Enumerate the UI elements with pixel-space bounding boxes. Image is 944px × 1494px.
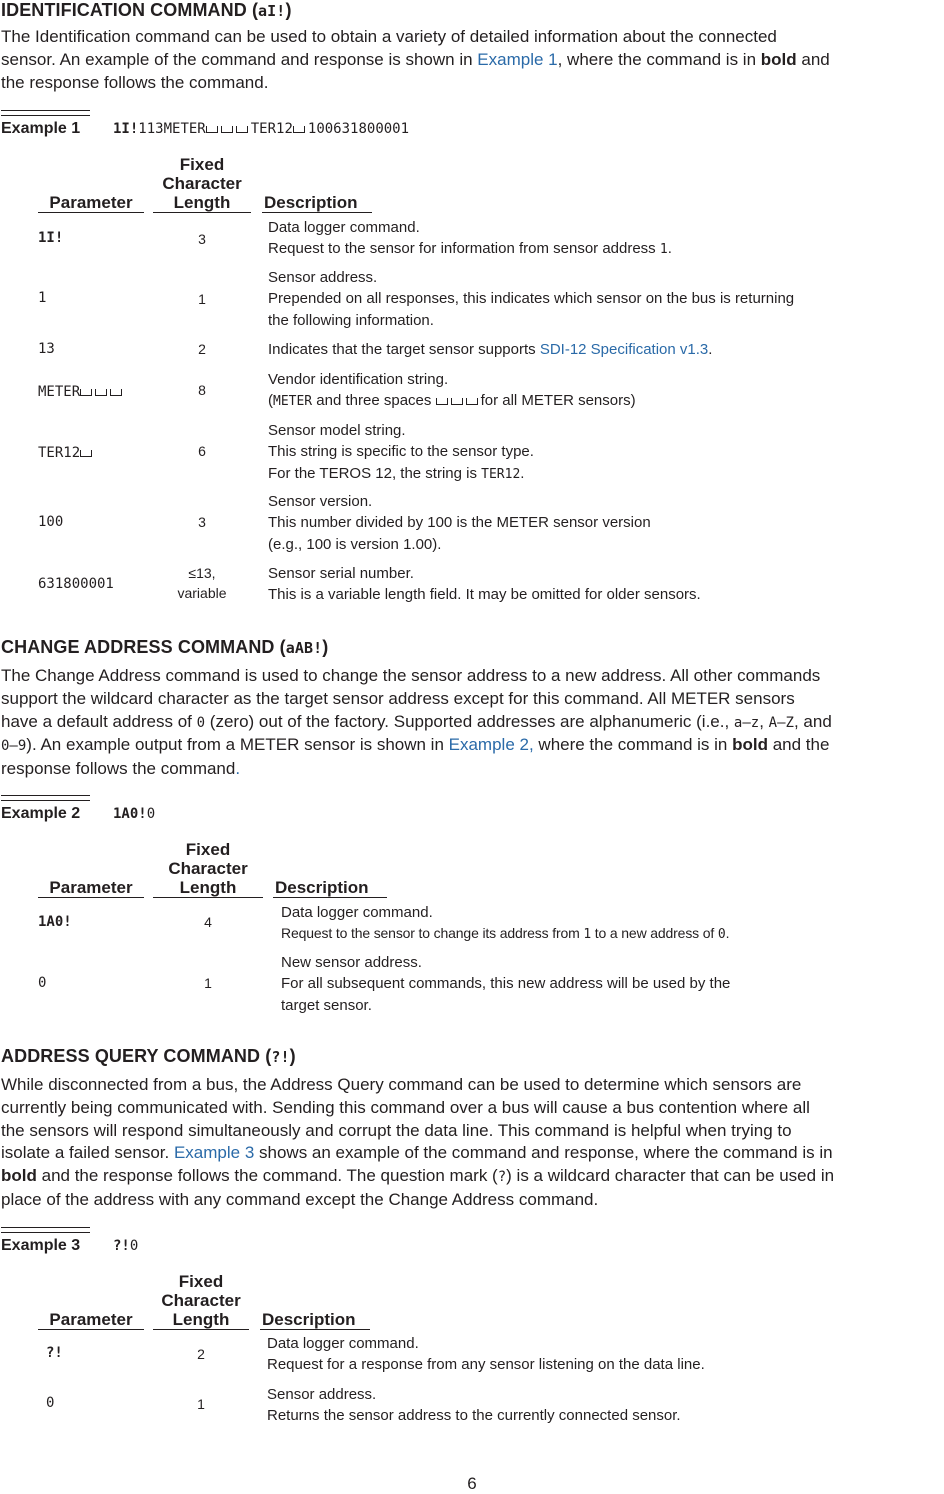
example-label: Example 1 bbox=[1, 120, 81, 137]
page-number: 6 bbox=[467, 1474, 477, 1493]
table-row-param: 1 bbox=[38, 290, 47, 306]
example-label: Example 2 bbox=[1, 805, 81, 822]
example-response: 0 bbox=[129, 1238, 139, 1254]
para-line: sensor. An example of the command and response is shown in bbox=[1, 49, 478, 69]
table-row-param: 631800001 bbox=[38, 576, 114, 592]
example-2-link[interactable]: Example 2, bbox=[448, 735, 534, 755]
table-row-param: 1I! bbox=[38, 230, 64, 246]
table-row-length: ≤13, variable bbox=[177, 565, 227, 601]
address-query-paragraph: While disconnected from a bus, the Address Query command can be used to determine which sensors are currently being communicated with. Sending this command over a bus will cause a bus contention where all the sensors will respond simultaneously and corrupt the data line. This command is helpful when trying to isolate a failed sensor. Example 3 shows an example of the command and response, where the command is in bold and the response follows the command. The question mark (?) is a wildcard character that can be used in place of the address with any command except the Change Address command. bbox=[1, 1075, 835, 1209]
table-row-length: 2 bbox=[197, 1346, 205, 1362]
table-row-param: 13 bbox=[38, 341, 55, 357]
table-row-length: 3 bbox=[198, 231, 206, 247]
example-rule bbox=[1, 795, 90, 801]
table-row-length: 1 bbox=[198, 291, 206, 307]
change-address-paragraph: The Change Address command is used to change the sensor address to a new address. All other commands support the wildcard character as the target sensor address except for this command. All METER sensors have a default address of 0 (zero) out of the factory. Supported addresses are alphanumeric (i.e., a–z, A–Z, and 0–9). An example output from a METER sensor is shown in Example 2, where the command is in bold and the response follows the command. bbox=[1, 666, 832, 779]
table-row-description: Sensor model string. This string is specific to the sensor type. For the TEROS 12, the string is TER12. bbox=[268, 422, 534, 482]
table-row-description: Sensor version. This number divided by 100 is the METER sensor version (e.g., 100 is version 1.00). bbox=[268, 493, 651, 553]
example-3-link[interactable]: Example 3 bbox=[173, 1143, 255, 1163]
table-row-param: 1A0! bbox=[38, 914, 72, 930]
table-header-parameter: Parameter bbox=[38, 1310, 144, 1330]
table-header-parameter: Parameter bbox=[38, 193, 144, 213]
example-command: 1A0! bbox=[113, 806, 147, 822]
heading-paren: ) bbox=[322, 637, 329, 657]
table-row-length: 4 bbox=[204, 914, 212, 930]
table-row-description: Sensor address. Prepended on all responses, this indicates which sensor on the bus is returning the following information. bbox=[268, 269, 795, 329]
example-response: 100631800001 bbox=[307, 121, 410, 137]
table-row-description: Data logger command. Request to the sensor for information from sensor address 1. bbox=[268, 219, 672, 258]
heading-command: aI! bbox=[258, 2, 286, 20]
table-row-description: Data logger command. Request to the sensor to change its address from 1 to a new address of 0. bbox=[281, 904, 730, 943]
section-heading-identification bbox=[1, 0, 292, 21]
table-row-param: METER bbox=[38, 384, 125, 400]
table-row-length: 2 bbox=[198, 341, 206, 357]
para-line: The Identification command can be used to obtain a variety of detailed information about the connected bbox=[1, 27, 777, 46]
table-row-description: Sensor serial number. This is a variable length field. It may be omitted for older sensors. bbox=[268, 565, 701, 604]
example-response: TER12 bbox=[250, 121, 293, 137]
table-row-length: 1 bbox=[197, 1396, 205, 1412]
table-row-param: ?! bbox=[46, 1345, 63, 1361]
table-row-param: 100 bbox=[38, 514, 64, 530]
table-row-length: 3 bbox=[198, 514, 206, 530]
table-row-param: 0 bbox=[38, 975, 47, 991]
example-command: ?! bbox=[113, 1238, 130, 1254]
example-response: 0 bbox=[146, 806, 156, 822]
table-row-description: Sensor address. Returns the sensor address to the currently connected sensor. bbox=[267, 1386, 681, 1425]
table-row-length: 1 bbox=[204, 975, 212, 991]
heading-command: ?! bbox=[271, 1048, 290, 1066]
example-response: 113METER bbox=[138, 121, 206, 137]
para-text: and bbox=[796, 49, 830, 69]
heading-command: aAB! bbox=[285, 639, 323, 657]
example-2-line bbox=[1, 805, 155, 823]
heading-text: CHANGE ADDRESS COMMAND ( bbox=[1, 637, 286, 657]
para-bold: bold bbox=[760, 49, 797, 69]
example-1-line bbox=[1, 120, 409, 138]
example-rule bbox=[1, 110, 90, 116]
table-row-param: 0 bbox=[46, 1395, 55, 1411]
heading-paren: ) bbox=[285, 0, 292, 20]
table-row-length: 6 bbox=[198, 443, 206, 459]
example-label: Example 3 bbox=[1, 1237, 81, 1254]
example-3-line bbox=[1, 1237, 138, 1255]
table-header-description: Description bbox=[262, 193, 372, 213]
section-heading-address-query bbox=[1, 1046, 296, 1067]
sdi12-spec-link[interactable]: SDI-12 Specification v1.3 bbox=[539, 341, 709, 358]
table-row-description: New sensor address. For all subsequent commands, this new address will be used by the target sensor. bbox=[281, 954, 731, 1014]
example-command: 1I! bbox=[113, 121, 139, 137]
example-rule bbox=[1, 1227, 90, 1233]
table-header-description: Description bbox=[260, 1310, 370, 1330]
table-row-length: 8 bbox=[198, 382, 206, 398]
heading-text: IDENTIFICATION COMMAND ( bbox=[1, 0, 259, 20]
section-heading-change-address bbox=[1, 637, 328, 658]
table-header-length: Fixed Character Length bbox=[153, 840, 263, 898]
heading-text: ADDRESS QUERY COMMAND ( bbox=[1, 1046, 272, 1066]
heading-paren: ) bbox=[289, 1046, 296, 1066]
table-header-description: Description bbox=[273, 878, 387, 898]
identification-paragraph bbox=[1, 26, 943, 94]
table-row-description: Data logger command. Request for a response from any sensor listening on the data line. bbox=[267, 1335, 705, 1374]
table-row-description: Vendor identification string. (METER and three spaces for all METER sensors) bbox=[268, 371, 636, 410]
example-1-link[interactable]: Example 1 bbox=[477, 49, 558, 69]
para-text: , where the command is in bbox=[557, 49, 761, 69]
table-row-description: Indicates that the target sensor supports SDI-12 Specification v1.3. bbox=[268, 341, 713, 358]
table-row-param: TER12 bbox=[38, 445, 95, 461]
table-header-length: Fixed Character Length bbox=[153, 155, 251, 213]
para-line: the response follows the command. bbox=[1, 72, 269, 92]
table-header-parameter: Parameter bbox=[38, 878, 144, 898]
table-header-length: Fixed Character Length bbox=[153, 1272, 249, 1330]
